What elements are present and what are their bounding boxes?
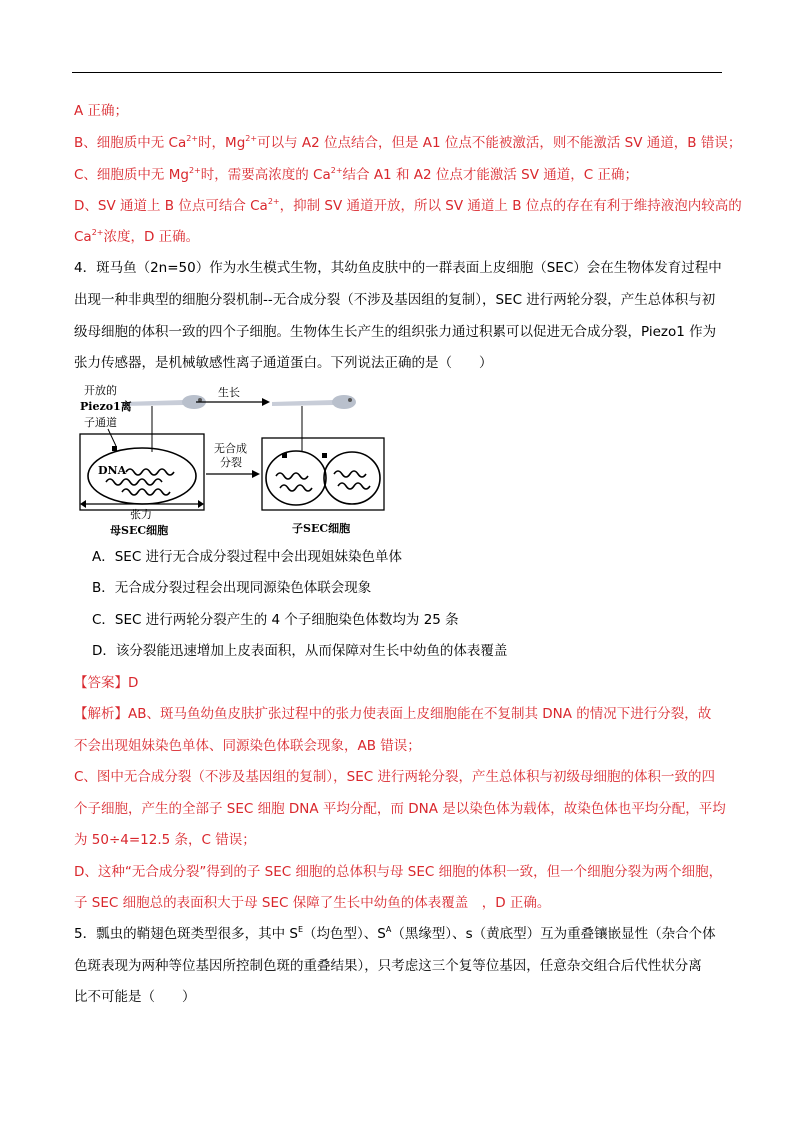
q4-analysis-line-5: 为 50÷4=12.5 条，C 错误； <box>74 832 256 848</box>
option-a: A．SEC 进行无合成分裂过程中会出现姐妹染色单体 <box>92 549 403 565</box>
fish-larva-right <box>272 395 356 409</box>
tension-label: 张力 <box>130 508 152 521</box>
q4-stem-line-3: 级母细胞的体积一致的四个子细胞。生物体生长产生的组织张力通过积累可以促进无合成分裂，Piezo1 作为 <box>74 324 717 340</box>
header-rule <box>72 72 722 73</box>
q4-analysis-line-3: C、图中无合成分裂（不涉及基因组的复制），SEC 进行两轮分裂，产生总体积与初级母细胞的体积一致的四 <box>74 769 715 785</box>
no-synth-label-1: 无合成 <box>214 442 247 455</box>
q4-analysis-line-4: 个子细胞，产生的全部子 SEC 细胞 DNA 平均分配，而 DNA 是以染色体为载体，故染色体也平均分配，平均 <box>74 801 726 817</box>
no-synth-label-2: 分裂 <box>220 456 242 469</box>
q4-stem-line-4: 张力传感器，是机械敏感性离子通道蛋白。下列说法正确的是（ ） <box>74 355 493 371</box>
answer-a-line: A 正确； <box>74 103 129 119</box>
daughter-cell-label: 子SEC细胞 <box>292 522 351 535</box>
answer-b-line: B、细胞质中无 $Ca^{2+}$时，$Mg^{2+}$可以与 A2 位点结合，但是 A1 位点不能被激活，则不能激活 SV 通道，B 错误； <box>74 134 742 151</box>
answer-d-line-2: $Ca^{2+}$浓度，D 正确。 <box>74 228 200 245</box>
open-channel-label-2: Piezo1离 <box>80 400 132 413</box>
q5-stem-line-3: 比不可能是（ ） <box>74 989 196 1005</box>
q4-stem-line-2: 出现一种非典型的细胞分裂机制--无合成分裂（不涉及基因组的复制），SEC 进行两轮分裂，产生总体积与初 <box>74 292 716 308</box>
q4-analysis-line-1: 【解析】AB、斑马鱼幼鱼皮肤扩张过程中的张力使表面上皮细胞能在不复制其 DNA 的情况下进行分裂，故 <box>74 706 712 722</box>
open-channel-label-1: 开放的 <box>84 384 117 397</box>
option-b: B．无合成分裂过程会出现同源染色体联会现象 <box>92 580 372 596</box>
q4-stem-line-1: 4．斑马鱼（2n=50）作为水生模式生物，其幼鱼皮肤中的一群表面上皮细胞（SEC）会在生物体发育过程中 <box>74 260 722 276</box>
q4-analysis-line-2: 不会出现姐妹染色单体、同源染色体联会现象，AB 错误； <box>74 738 421 754</box>
open-channel-label-3: 子通道 <box>84 416 117 429</box>
option-c: C．SEC 进行两轮分裂产生的 4 个子细胞染色体数均为 25 条 <box>92 612 459 628</box>
q4-analysis-line-6: D、这种“无合成分裂”得到的子 SEC 细胞的总体积与母 SEC 细胞的体积一致，但一个细胞分裂为两个细胞， <box>74 864 723 880</box>
daughter-cell-left <box>266 451 326 505</box>
option-d: D．该分裂能迅速增加上皮表面积，从而保障对生长中幼鱼的体表覆盖 <box>92 643 508 659</box>
q4-analysis-line-7: 子 SEC 细胞总的表面积大于母 SEC 保障了生长中幼鱼的体表覆盖 ，D 正确。 <box>74 895 551 911</box>
q4-answer: 【答案】D <box>74 675 139 691</box>
sec-division-figure <box>76 382 386 540</box>
answer-c-line: C、细胞质中无 $Mg^{2+}$时，需要高浓度的 $Ca^{2+}$结合 A1 和 A2 位点才能激活 SV 通道，C 正确； <box>74 166 638 183</box>
dna-label: DNA <box>98 464 127 477</box>
daughter-cell-right <box>324 452 380 504</box>
fish-larva-left <box>122 395 206 409</box>
q5-stem-line-1: 5．瓢虫的鞘翅色斑类型很多，其中 $S^E$（均色型）、$S^A$（黑缘型）、s（黄底型）互为重叠镶嵌显性（杂合个体 <box>74 925 716 942</box>
answer-d-line-1: D、SV 通道上 B 位点可结合 $Ca^{2+}$，抑制 SV 通道开放，所以 SV 通道上 B 位点的存在有利于维持液泡内较高的 <box>74 197 742 214</box>
q5-stem-line-2: 色斑表现为两种等位基因所控制色斑的重叠结果），只考虑这三个复等位基因，任意杂交组合后代性状分离 <box>74 958 702 974</box>
mother-cell-label: 母SEC细胞 <box>110 524 169 537</box>
growth-label: 生长 <box>218 386 240 399</box>
